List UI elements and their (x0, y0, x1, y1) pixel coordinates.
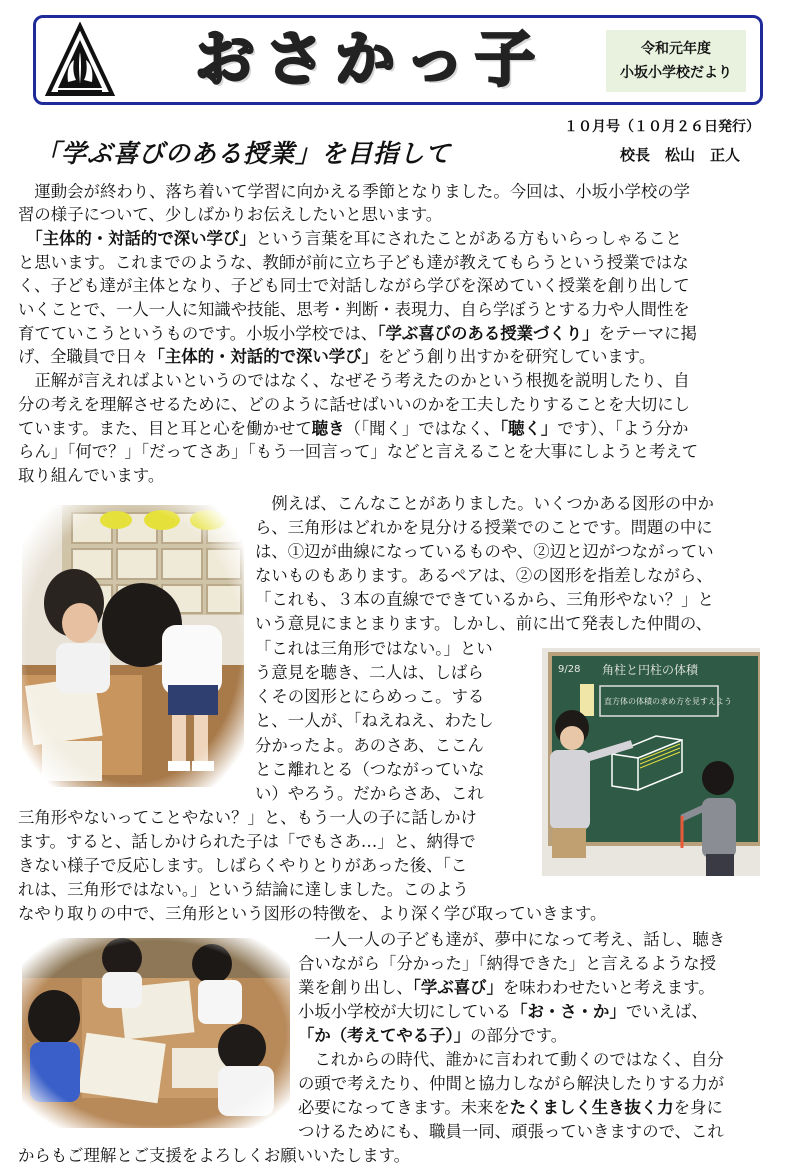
author: 校長 松山 正人 (620, 146, 741, 164)
body-line (18, 298, 690, 322)
body-text: なやり取りの中で、三角形という図形の特徴を、より深く学び取っていきます。 (18, 904, 607, 923)
body-line (298, 928, 725, 952)
emphasis-text: 「学ぶ喜びのある授業づくり」 (377, 324, 599, 343)
body-line (255, 782, 484, 806)
body-line (255, 709, 494, 733)
body-line (18, 369, 690, 393)
issue-date: １０月号（１０月２６日発行） (564, 119, 760, 135)
body-line (18, 902, 606, 926)
body-text: 業を創り出し、 (298, 978, 413, 997)
body-line (298, 1024, 567, 1048)
body-text: 例えば、こんなことがありました。いくつかある図形の中か (255, 494, 714, 513)
emphasis-text: 「聴く」 (499, 419, 558, 438)
body-line (298, 976, 715, 1000)
body-text: ら、三角形はどれかを見分ける授業でのことです。問題の中に (255, 518, 713, 537)
body-text: く、子ども達が主体となり、子ども同士で対話しながら学びを深めていく授業を創り出して (18, 276, 690, 295)
body-line (298, 1048, 724, 1072)
body-text: 取り組んでいます。 (18, 466, 165, 485)
body-text: 習の様子について、少しばかりお伝えしたいと思います。 (18, 205, 443, 224)
body-text: を身に (673, 1098, 723, 1117)
body-text: と思います。これまでのような、教師が前に立ち子ども達が教えてもらうという授業ではな (18, 253, 689, 272)
body-text: くその図形とにらめっこ。する (255, 687, 485, 706)
body-text: これからの時代、誰かに言われて動くのではなく、自分 (298, 1050, 724, 1069)
emphasis-text: 「お・さ・か」 (511, 1002, 626, 1021)
body-line (255, 564, 713, 588)
emphasis-text: たくましく生き抜く力 (509, 1098, 674, 1117)
body-text: 「これは三角形ではない。」とい (255, 639, 493, 658)
body-text: い）やろう。だからさあ、これ (255, 784, 484, 803)
body-text: 一人一人の子ども達が、夢中になって考え、話し、聴き (298, 930, 726, 949)
body-text: 育てていこうというものです。小坂小学校では、 (18, 324, 378, 343)
body-text: は、①辺が曲線になっているものや、②辺と辺がつながってい (255, 542, 714, 561)
body-text: 三角形やないってことやない？」と、もう一人の子に話しかけ (18, 808, 477, 827)
body-line (18, 180, 690, 204)
body-text: という言葉を耳にされたことがある方もいらっしゃること (255, 229, 682, 248)
emphasis-text: 「主体的・対話的で深い学び」 (34, 229, 256, 248)
body-line (298, 1096, 723, 1120)
body-text (18, 229, 34, 248)
body-line (255, 758, 484, 782)
body-line (298, 1000, 708, 1024)
body-text: げ、全職員で日々 (18, 347, 149, 366)
body-line (298, 1120, 724, 1144)
body-text: ています。また、目と耳と心を働かせて (18, 419, 312, 438)
body-line (18, 806, 477, 830)
body-text: の部分です。 (470, 1026, 568, 1045)
body-line (18, 1144, 410, 1168)
school-emblem-icon (44, 22, 116, 100)
fiscal-year: 令和元年度 (641, 41, 711, 57)
body-line (18, 393, 690, 417)
body-line (18, 440, 698, 464)
body-line (18, 417, 688, 441)
body-line (18, 274, 690, 298)
emphasis-text: 聴き (311, 419, 345, 438)
body-text: ます。すると、話しかけられた子は「でもさあ…」と、納得で (18, 832, 476, 851)
body-text: 合いながら「分かった」「納得できた」と言えるような授 (298, 954, 716, 973)
body-text: きない様子で反応します。しばらくやりとりがあった後、「こ (18, 856, 468, 875)
photo-pair-discussion (22, 505, 244, 787)
body-text: 分かったよ。あのさあ、ここん (255, 736, 484, 755)
body-line (18, 345, 655, 369)
body-text: 正解が言えればよいというのではなく、なぜそう考えたのかという根拠を説明したり、自 (18, 371, 690, 390)
board-goal: 直方体の体積の求め方を見すえよう (604, 697, 732, 706)
masthead-title: おさかっ子 (195, 25, 545, 95)
board-date: 9/28 (558, 664, 581, 675)
body-text: でいえば、 (625, 1002, 708, 1021)
board-heading: 角柱と円柱の体積 (602, 663, 699, 677)
body-line (18, 227, 682, 251)
body-line (18, 203, 442, 227)
newsletter-name: 小坂小学校だより (620, 65, 732, 81)
body-line (255, 734, 484, 758)
body-line (18, 854, 467, 878)
body-line (255, 612, 712, 636)
issuer-box (606, 30, 746, 92)
body-line (298, 952, 716, 976)
body-text: つけるためにも、職員一同、頑張っていきますので、これ (298, 1122, 724, 1141)
body-text: （「聞く」ではなく、 (344, 419, 500, 438)
body-line (255, 685, 484, 709)
body-line (18, 464, 164, 488)
body-text: をテーマに掲 (598, 324, 697, 343)
body-line (18, 322, 697, 346)
body-text: 運動会が終わり、落ち着いて学習に向かえる季節となりました。今回は、小坂小学校の学 (18, 182, 691, 201)
body-text: とこ離れとる（つながっていな (255, 760, 485, 779)
body-line (298, 1072, 724, 1096)
body-text: を味わわせたいと考えます。 (502, 978, 715, 997)
emphasis-text: 「主体的・対話的で深い学び」 (148, 347, 378, 366)
body-text: 必要になってきます。未来を (298, 1098, 510, 1117)
body-text: です）、「よう分か (557, 419, 689, 438)
body-text: からもご理解とご支援をよろしくお願いいたします。 (18, 1146, 411, 1165)
body-line (255, 661, 484, 685)
body-text: と、一人が、「ねえねえ、わたし (255, 711, 494, 730)
body-line (255, 637, 493, 661)
body-line (18, 251, 689, 275)
body-line (255, 516, 713, 540)
body-text: らん」「何で？」「だってさあ」「もう一回言って」などと言えることを大事にしようと考えて (18, 442, 699, 461)
body-line (255, 588, 714, 612)
photo-group-work (22, 938, 290, 1128)
body-text: ないものもあります。あるペアは、②の図形を指差しながら、 (255, 566, 713, 585)
body-text: 分の考えを理解させるために、どのように話せばいいのかを工夫したりすることを大切にし (18, 395, 691, 414)
body-text: 小坂小学校が大切にしている (298, 1002, 512, 1021)
emphasis-text: 「学ぶ喜び」 (412, 978, 503, 997)
body-text: をどう創り出すかを研究しています。 (377, 347, 656, 366)
body-text: れは、三角形ではない。」という結論に達しました。このよう (18, 880, 469, 899)
body-text: いくことで、一人一人に知識や技能、思考・判断・表現力、自ら学ぼうとする力や人間性を (18, 300, 690, 319)
photo-blackboard-lesson (542, 648, 760, 876)
body-text: の頭で考えたり、仲間と協力しながら解決したりする力が (298, 1074, 725, 1093)
body-text: う意見を聴き、二人は、しばら (255, 663, 484, 682)
body-line (255, 492, 714, 516)
headline: 「学ぶ喜びのある授業」を目指して (35, 139, 452, 168)
emphasis-text: 「か（考えてやる子）」 (298, 1026, 471, 1045)
body-text: 「これも、３本の直線でできているから、三角形やない？」と (255, 590, 714, 609)
body-line (18, 830, 476, 854)
body-text: いう意見にまとまります。しかし、前に出て発表した仲間の、 (255, 614, 712, 633)
body-line (255, 540, 714, 564)
body-line (18, 878, 469, 902)
